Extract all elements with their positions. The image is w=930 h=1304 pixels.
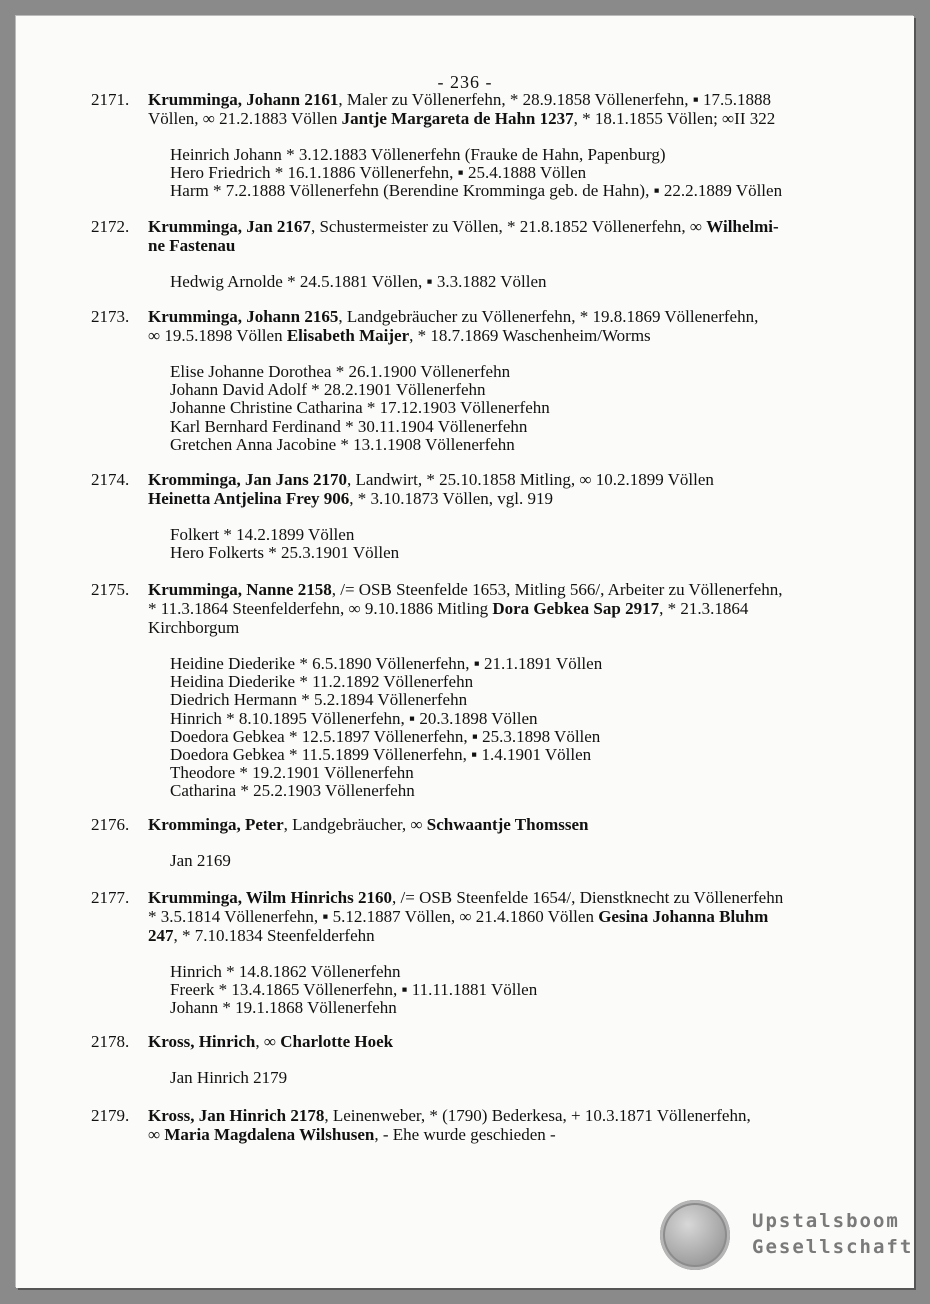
entry-name-bold: Charlotte Hoek <box>280 1032 394 1051</box>
entry-number: 2179. <box>91 1106 130 1125</box>
logo-text <box>752 1208 912 1260</box>
entry-name-bold: Krumminga, Johann 2165 <box>148 307 339 326</box>
entry-text: ∞ <box>148 1125 165 1144</box>
entry-number: 2174. <box>91 470 130 489</box>
child-item: Freerk * 13.4.1865 Völlenerfehn, ▪ 11.11.1881 Völlen <box>170 980 538 1000</box>
entry-heading <box>148 1032 868 1051</box>
entry-text: , * 21.3.1864 <box>659 599 749 618</box>
child-item: Doedora Gebkea * 11.5.1899 Völlenerfehn, ▪ 1.4.1901 Völlen <box>170 745 592 765</box>
entry-heading <box>148 90 868 128</box>
child-item: Heidina Diederike * 11.2.1892 Völlenerfehn <box>170 672 474 692</box>
entry-name-bold: Krumminga, Jan 2167 <box>148 217 311 236</box>
entry-name-bold: Jantje Margareta de Hahn 1237 <box>341 109 574 128</box>
entry-text: Völlen, ∞ 21.2.1883 Völlen <box>148 109 342 128</box>
children-list <box>170 363 870 454</box>
entry-text: , Maler zu Völlenerfehn, * 28.9.1858 Völlenerfehn, ▪ 17.5.1888 <box>338 90 772 109</box>
entry-heading <box>148 888 868 945</box>
logo-line-1: Upstalsboom <box>752 1210 900 1232</box>
child-item: Jan Hinrich 2179 <box>170 1068 288 1087</box>
child-item: Hero Friedrich * 16.1.1886 Völlenerfehn, ▪ 25.4.1888 Völlen <box>170 163 587 183</box>
entry-number: 2175. <box>91 580 130 599</box>
logo-line-2: Gesellschaft <box>752 1236 914 1258</box>
entry-name-bold: Wilhelmi- <box>706 217 779 236</box>
entry-text: , Schustermeister zu Völlen, * 21.8.1852 Völlenerfehn, ∞ <box>310 217 707 236</box>
child-item: Harm * 7.2.1888 Völlenerfehn (Berendine Kromminga geb. de Hahn), ▪ 22.2.1889 Völlen <box>170 181 783 201</box>
child-item: Johann * 19.1.1868 Völlenerfehn <box>170 998 397 1018</box>
entry-number: 2177. <box>91 888 130 907</box>
entry-name-bold: 247 <box>148 926 174 945</box>
entry-text: , * 18.7.1869 Waschenheim/Worms <box>409 326 651 345</box>
child-item: Folkert * 14.2.1899 Völlen <box>170 525 355 544</box>
children-list <box>170 655 870 801</box>
entry-name-bold: Krumminga, Nanne 2158 <box>148 580 332 599</box>
child-item: Hero Folkerts * 25.3.1901 Völlen <box>170 543 400 563</box>
entry-number: 2176. <box>91 815 130 834</box>
child-item: Diedrich Hermann * 5.2.1894 Völlenerfehn <box>170 690 468 710</box>
entry-name-bold: Elisabeth Maijer <box>286 326 410 345</box>
child-item: Hinrich * 8.10.1895 Völlenerfehn, ▪ 20.3.1898 Völlen <box>170 708 538 728</box>
child-item: Hedwig Arnolde * 24.5.1881 Völlen, ▪ 3.3.1882 Völlen <box>170 272 547 291</box>
entry-name-bold: Maria Magdalena Wilshusen <box>164 1125 375 1144</box>
entry-name-bold: Dora Gebkea Sap 2917 <box>492 599 660 618</box>
entry-text: , Landgebräucher, ∞ <box>283 815 427 834</box>
entry-name-bold: Kross, Jan Hinrich 2178 <box>148 1106 325 1125</box>
child-item: Jan 2169 <box>170 851 231 870</box>
entry-text: * 11.3.1864 Steenfelderfehn, ∞ 9.10.1886 Mitling <box>148 599 493 618</box>
child-item: Elise Johanne Dorothea * 26.1.1900 Völlenerfehn <box>170 362 511 381</box>
entry-name-bold: Gesina Johanna Bluhm <box>598 907 769 926</box>
entry-name-bold: Kromminga, Jan Jans 2170 <box>148 470 347 489</box>
entry-heading <box>148 815 868 834</box>
child-item: Karl Bernhard Ferdinand * 30.11.1904 Völlenerfehn <box>170 416 528 436</box>
entry-heading <box>148 470 868 508</box>
entry-text: Kirchborgum <box>148 618 240 637</box>
child-item: Heinrich Johann * 3.12.1883 Völlenerfehn (Frauke de Hahn, Papenburg) <box>170 145 666 164</box>
entry-number: 2172. <box>91 217 130 236</box>
entry-number: 2171. <box>91 90 130 109</box>
entry-number: 2173. <box>91 307 130 326</box>
entry-text: , - Ehe wurde geschieden - <box>374 1125 556 1144</box>
child-item: Heidine Diederike * 6.5.1890 Völlenerfehn, ▪ 21.1.1891 Völlen <box>170 654 603 673</box>
children-list <box>170 963 870 1018</box>
child-item: Theodore * 19.2.1901 Völlenerfehn <box>170 763 414 783</box>
entry-text: , Landwirt, * 25.10.1858 Mitling, ∞ 10.2.1899 Völlen <box>347 470 714 489</box>
entry-name-bold: Krumminga, Johann 2161 <box>148 90 339 109</box>
entry-heading <box>148 1106 868 1144</box>
child-item: Johann David Adolf * 28.2.1901 Völlenerfehn <box>170 380 486 400</box>
society-seal-icon <box>660 1200 730 1270</box>
entry-name-bold: Krumminga, Wilm Hinrichs 2160 <box>148 888 393 907</box>
entry-text: , /= OSB Steenfelde 1653, Mitling 566/, Arbeiter zu Völlenerfehn, <box>331 580 783 599</box>
child-item: Catharina * 25.2.1903 Völlenerfehn <box>170 781 415 801</box>
entry-name-bold: Kross, Hinrich <box>148 1032 256 1051</box>
entry-name-bold: Heinetta Antjelina Frey 906 <box>148 489 350 508</box>
entry-number: 2178. <box>91 1032 130 1051</box>
entry-text: * 3.5.1814 Völlenerfehn, ▪ 5.12.1887 Völlen, ∞ 21.4.1860 Völlen <box>148 907 599 926</box>
entry-text: , * 3.10.1873 Völlen, vgl. 919 <box>349 489 553 508</box>
document-page <box>16 16 914 1288</box>
entry-text: , * 18.1.1855 Völlen; ∞II 322 <box>573 109 776 128</box>
entry-text: , * 7.10.1834 Steenfelderfehn <box>173 926 375 945</box>
child-item: Hinrich * 14.8.1862 Völlenerfehn <box>170 962 401 981</box>
children-list <box>170 1069 870 1087</box>
entry-name-bold: ne Fastenau <box>148 236 236 255</box>
entry-text: , /= OSB Steenfelde 1654/, Dienstknecht zu Völlenerfehn <box>392 888 784 907</box>
child-item: Gretchen Anna Jacobine * 13.1.1908 Völlenerfehn <box>170 434 515 454</box>
child-item: Johanne Christine Catharina * 17.12.1903 Völlenerfehn <box>170 398 550 418</box>
children-list <box>170 146 870 201</box>
entry-heading <box>148 580 868 637</box>
entry-name-bold: Schwaantje Thomssen <box>426 815 589 834</box>
children-list <box>170 526 870 562</box>
child-item: Doedora Gebkea * 12.5.1897 Völlenerfehn, ▪ 25.3.1898 Völlen <box>170 726 601 746</box>
entry-name-bold: Kromminga, Peter <box>148 815 284 834</box>
entry-heading <box>148 217 868 255</box>
entry-text: , Landgebräucher zu Völlenerfehn, * 19.8.1869 Völlenerfehn, <box>338 307 759 326</box>
entry-text: , Leinenweber, * (1790) Bederkesa, + 10.3.1871 Völlenerfehn, <box>324 1106 751 1125</box>
society-logo <box>660 1200 914 1272</box>
entry-text: ∞ 19.5.1898 Völlen <box>148 326 287 345</box>
entry-heading <box>148 307 868 345</box>
page-number: - 236 - <box>437 72 493 92</box>
children-list <box>170 852 870 870</box>
entry-text: , ∞ <box>255 1032 281 1051</box>
children-list <box>170 273 870 291</box>
